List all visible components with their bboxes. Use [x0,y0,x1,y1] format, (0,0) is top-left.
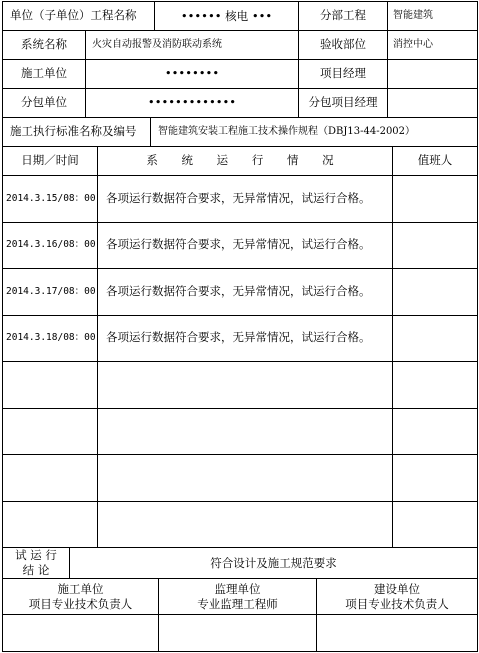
rule [2,578,478,579]
system-name-value: 火灾自动报警及消防联动系统 [92,39,222,50]
conclusion-value: 符合设计及施工规范要求 [210,556,337,570]
date-time-header: 日期／时间 [21,153,79,167]
log-row-status: 各项运行数据符合要求，无异常情况，试运行合格。 [106,237,371,251]
log-row-date: 2014.3.17/08：00 [6,286,96,297]
rule [2,1,478,2]
signature-owner-unit: 建设单位 [374,582,420,596]
system-name-label: 系统名称 [21,37,67,51]
sub-project-manager-label: 分包项目经理 [308,95,378,109]
signature-supervision-role: 专业监理工程师 [197,597,278,611]
standard-value: 智能建筑安装工程施工技术操作规程（DBJ13-44-2002） [158,126,416,137]
rule [2,651,478,652]
unit-name-value: •••••• 核电 ••• [180,9,273,23]
log-row-status: 各项运行数据符合要求，无异常情况，试运行合格。 [106,330,371,344]
log-row-status: 各项运行数据符合要求，无异常情况，试运行合格。 [106,191,371,205]
contractor-label: 施工单位 [21,66,67,80]
subpart-label: 分部工程 [320,8,366,22]
signature-supervision-unit: 监理单位 [214,582,261,596]
rule [150,117,151,146]
unit-name-label: 单位（子单位）工程名称 [10,8,137,22]
duty-person-header: 值班人 [417,153,453,167]
signature-construction-role: 项目专业技术负责人 [28,597,133,611]
rule [2,547,478,548]
project-manager-label: 项目经理 [320,66,366,80]
log-row-date: 2014.3.18/08：00 [6,332,96,343]
subpart-value: 智能建筑 [393,10,433,21]
log-row-status: 各项运行数据符合要求，无异常情况，试运行合格。 [106,284,371,298]
rule [2,30,478,31]
rule [2,88,478,89]
rule [97,146,98,547]
conclusion-label-line2: 结 论 [22,563,50,577]
subcontractor-value: ••••••••••••• [147,95,237,109]
conclusion-label-line1: 试 运 行 [15,548,57,562]
signature-owner-role: 项目专业技术负责人 [345,597,449,611]
rule [2,501,478,502]
acceptance-part-value: 消控中心 [393,39,433,50]
rule [2,175,478,176]
rule [2,315,478,316]
system-status-header: 系 统 运 行 情 况 [146,153,344,167]
rule [477,1,478,652]
acceptance-part-label: 验收部位 [320,37,366,51]
subcontractor-label: 分包单位 [21,95,67,109]
rule [2,614,478,615]
rule [2,361,478,362]
rule [2,146,478,147]
rule [392,146,393,547]
log-row-date: 2014.3.15/08：00 [6,193,96,204]
rule [2,117,478,118]
rule [2,222,478,223]
rule [2,408,478,409]
standard-label: 施工执行标准名称及编号 [10,124,137,138]
rule [2,454,478,455]
signature-construction-unit: 施工单位 [57,582,104,596]
rule [2,268,478,269]
log-row-date: 2014.3.16/08：00 [6,239,96,250]
rule [387,1,388,117]
contractor-value: •••••••• [164,66,220,80]
rule [2,59,478,60]
